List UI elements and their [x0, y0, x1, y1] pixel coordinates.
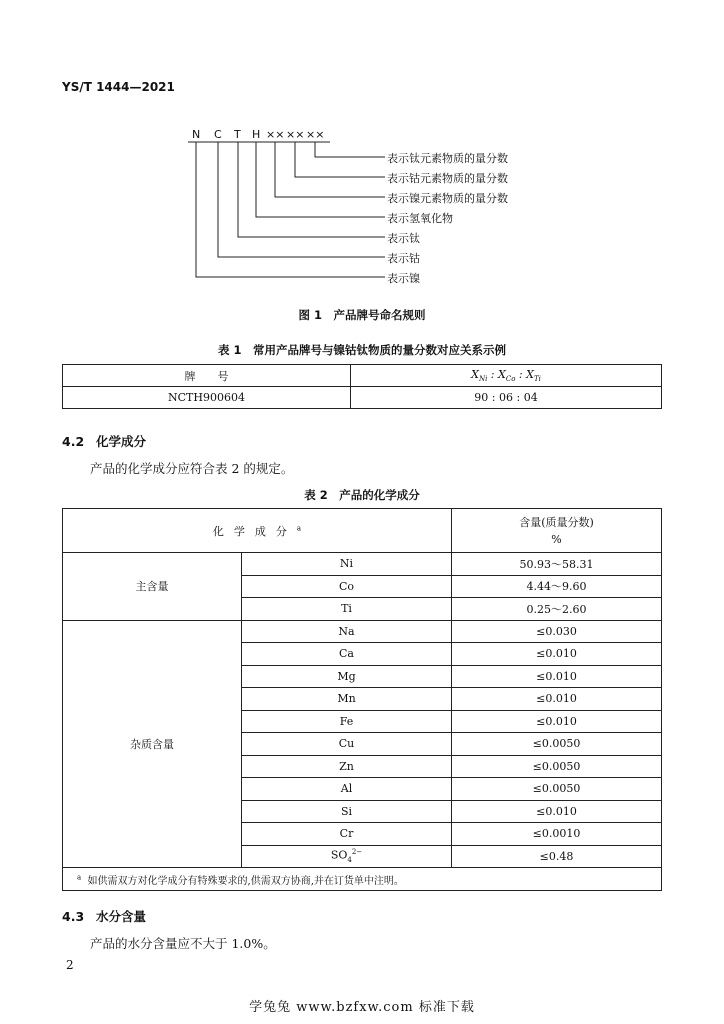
table-row [63, 553, 662, 576]
diagram-letter-ti-fraction: ×× [306, 128, 325, 141]
element-cell: Ti [242, 598, 452, 621]
diagram-letter-h: H [252, 128, 261, 141]
diagram-label-ni: 表示镍 [387, 272, 420, 285]
header-text: 化学成分 [212, 524, 297, 538]
fraction-symbol: X [471, 367, 479, 381]
naming-rule-diagram [180, 128, 520, 288]
standard-code: YS/T 1444—2021 [62, 80, 175, 94]
diagram-letter-n: N [192, 128, 201, 141]
element-cell: Ca [242, 643, 452, 666]
value-cell: ≤0.030 [452, 620, 662, 643]
diagram-label-co: 表示钴 [387, 252, 420, 265]
section-title: 水分含量 [96, 909, 147, 924]
impurity-content-label: 杂质含量 [63, 620, 242, 868]
section-4-3-heading [62, 907, 146, 925]
value-cell: ≤0.0050 [452, 733, 662, 756]
table-row [63, 365, 662, 387]
table2-footnote [63, 868, 662, 891]
element-cell: Fe [242, 710, 452, 733]
download-watermark-footer: 学兔兔 www.bzfxw.com 标准下载 [249, 1000, 475, 1015]
element-cell: Cu [242, 733, 452, 756]
value-cell: ≤0.010 [452, 665, 662, 688]
header-unit: % [551, 532, 562, 546]
element-cell: Cr [242, 823, 452, 846]
diagram-label-ti-fraction: 表示钛元素物质的量分数 [387, 152, 508, 165]
value-cell: ≤0.010 [452, 710, 662, 733]
table-row [63, 509, 662, 553]
table1-header-grade: 牌 号 [63, 365, 351, 387]
section-4-3-text: 产品的水分含量应不大于 1.0%。 [90, 936, 276, 951]
value-cell: 4.44～9.60 [452, 575, 662, 598]
value-cell: ≤0.48 [452, 845, 662, 868]
element-cell: Al [242, 778, 452, 801]
footnote-text: 如供需双方对化学成分有特殊要求的,供需双方协商,并在订货单中注明。 [87, 875, 404, 887]
table1-header-fractions [351, 365, 662, 387]
fraction-subscript: Ni [478, 375, 488, 384]
element-cell-sulfate [242, 845, 452, 868]
fraction-symbol: X [498, 367, 506, 381]
diagram-letter-t: T [234, 128, 241, 141]
table1-grade-value: NCTH900604 [63, 387, 351, 409]
diagram-label-hydroxide: 表示氢氧化物 [387, 212, 453, 225]
table2-caption: 表 2 产品的化学成分 [304, 488, 420, 502]
element-cell: Co [242, 575, 452, 598]
fraction-subscript: Ti [533, 375, 541, 384]
table-row [63, 868, 662, 891]
table1-caption: 表 1 常用产品牌号与镍钴钛物质的量分数对应关系示例 [217, 343, 506, 357]
value-cell: ≤0.010 [452, 688, 662, 711]
value-cell: ≤0.0010 [452, 823, 662, 846]
value-cell: 50.93～58.31 [452, 553, 662, 576]
table1-ratio-value: 90 : 06 : 04 [351, 387, 662, 409]
fraction-separator: : [515, 367, 527, 381]
fraction-subscript: Co [505, 375, 516, 384]
diagram-label-ti: 表示钛 [387, 232, 420, 245]
table2-chemical-composition [62, 508, 662, 891]
figure1-caption: 图 1 产品牌号命名规则 [298, 308, 426, 322]
value-cell: ≤0.0050 [452, 755, 662, 778]
sulfate-charge: 2− [351, 848, 363, 857]
element-cell: Si [242, 800, 452, 823]
main-content-label: 主含量 [63, 553, 242, 621]
fraction-symbol: X [526, 367, 534, 381]
diagram-letter-ni-fraction: ×× [266, 128, 285, 141]
fraction-separator: : [487, 367, 499, 381]
page-number: 2 [66, 958, 74, 972]
section-4-2-heading [62, 432, 146, 450]
diagram-letter-c: C [214, 128, 222, 141]
header-line: 含量(质量分数) [519, 515, 594, 529]
value-cell: ≤0.010 [452, 643, 662, 666]
table2-header-content [452, 509, 662, 553]
element-cell: Ni [242, 553, 452, 576]
footnote-mark: a [296, 523, 302, 532]
section-number: 4.2 [62, 434, 85, 449]
section-number: 4.3 [62, 909, 85, 924]
section-4-2-text: 产品的化学成分应符合表 2 的规定。 [90, 461, 294, 476]
section-title: 化学成分 [96, 434, 147, 449]
diagram-label-co-fraction: 表示钴元素物质的量分数 [387, 172, 508, 185]
element-cell: Mg [242, 665, 452, 688]
table-row [63, 620, 662, 643]
footnote-mark: a [77, 873, 82, 882]
element-cell: Mn [242, 688, 452, 711]
value-cell: 0.25～2.60 [452, 598, 662, 621]
element-cell: Na [242, 620, 452, 643]
sulfate-base: SO [330, 848, 348, 862]
diagram-label-ni-fraction: 表示镍元素物质的量分数 [387, 192, 508, 205]
sulfate-subscript: 4 [347, 856, 352, 865]
table2-header-composition [63, 509, 452, 553]
diagram-letter-co-fraction: ×× [286, 128, 305, 141]
value-cell: ≤0.010 [452, 800, 662, 823]
table-row [63, 387, 662, 409]
element-cell: Zn [242, 755, 452, 778]
value-cell: ≤0.0050 [452, 778, 662, 801]
table1-grade-examples [62, 364, 662, 409]
